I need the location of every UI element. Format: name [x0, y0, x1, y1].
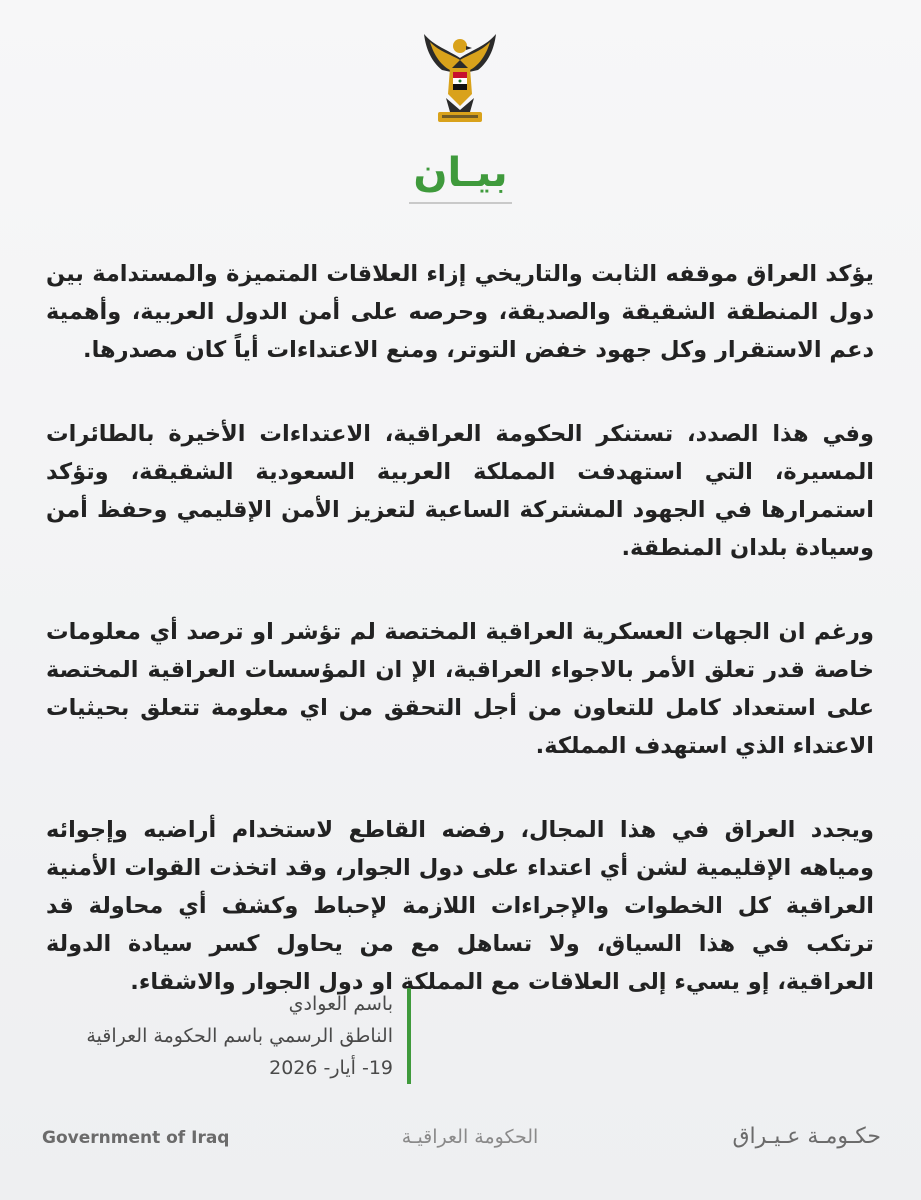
paragraph-4: ويجدد العراق في هذا المجال، رفضه القاطع لاستخدام أراضيه وإجوائه ومياهه الإقليمية لشن أي اعتداء على دول الجوار، وقد اتخذت القوات الأمنية العراقية كل الخطوات والإجراءات اللازمة لإحباط وكشف أي محاولة قد ترتكب في هذا السياق، ولا تساهل مع من يحاول كسر سيادة الدولة العراقية، إو يسيء إلى العلاقات مع المملكة او دول الجوار والاشقاء.	[46, 817, 874, 995]
footer-logo-text: حكـومـة عـيـراق	[732, 1124, 881, 1149]
statement-date: 19- أيار- 2026	[269, 1057, 393, 1079]
statement-body	[46, 255, 874, 1047]
iraq-emblem-icon	[420, 28, 500, 128]
signatory-name: باسم العوادي	[288, 993, 393, 1015]
footer-arabic-name: الحكومة العراقيـة	[401, 1126, 539, 1148]
signature-block	[86, 988, 411, 1084]
paragraph-3: ورغم ان الجهات العسكرية العراقية المختصة لم تؤشر او ترصد أي معلومات خاصة قدر تعلق الأمر بالاجواء العراقية، الإ ان المؤسسات العراقية المختصة على استعداد كامل للتعاون من أجل التحقق من اي معلومة تتعلق بحيثيات الاعتداء الذي استهدف المملكة.	[46, 619, 874, 759]
paragraph-2: وفي هذا الصدد، تستنكر الحكومة العراقية، الاعتداءات الأخيرة بالطائرات المسيرة، التي استهدفت المملكة العربية السعودية الشقيقة، وتؤكد استمرارها في الجهود المشتركة الساعية لتعزيز الأمن الإقليمي وحفظ أمن وسيادة بلدان المنطقة.	[46, 421, 874, 561]
statement-title: بيـان	[409, 150, 511, 204]
footer-english-name: Government of Iraq	[42, 1128, 230, 1148]
signatory-role: الناطق الرسمي باسم الحكومة العراقية	[86, 1025, 393, 1047]
footer	[0, 1124, 921, 1158]
paragraph-1: يؤكد العراق موقفه الثابت والتاريخي إزاء العلاقات المتميزة والمستدامة بين دول المنطقة الشقيقة والصديقة، وحرصه على أمن الدول العربية، وأهمية دعم الاستقرار وكل جهود خفض التوتر، ومنع الاعتداءات أياً كان مصدرها.	[46, 261, 874, 363]
